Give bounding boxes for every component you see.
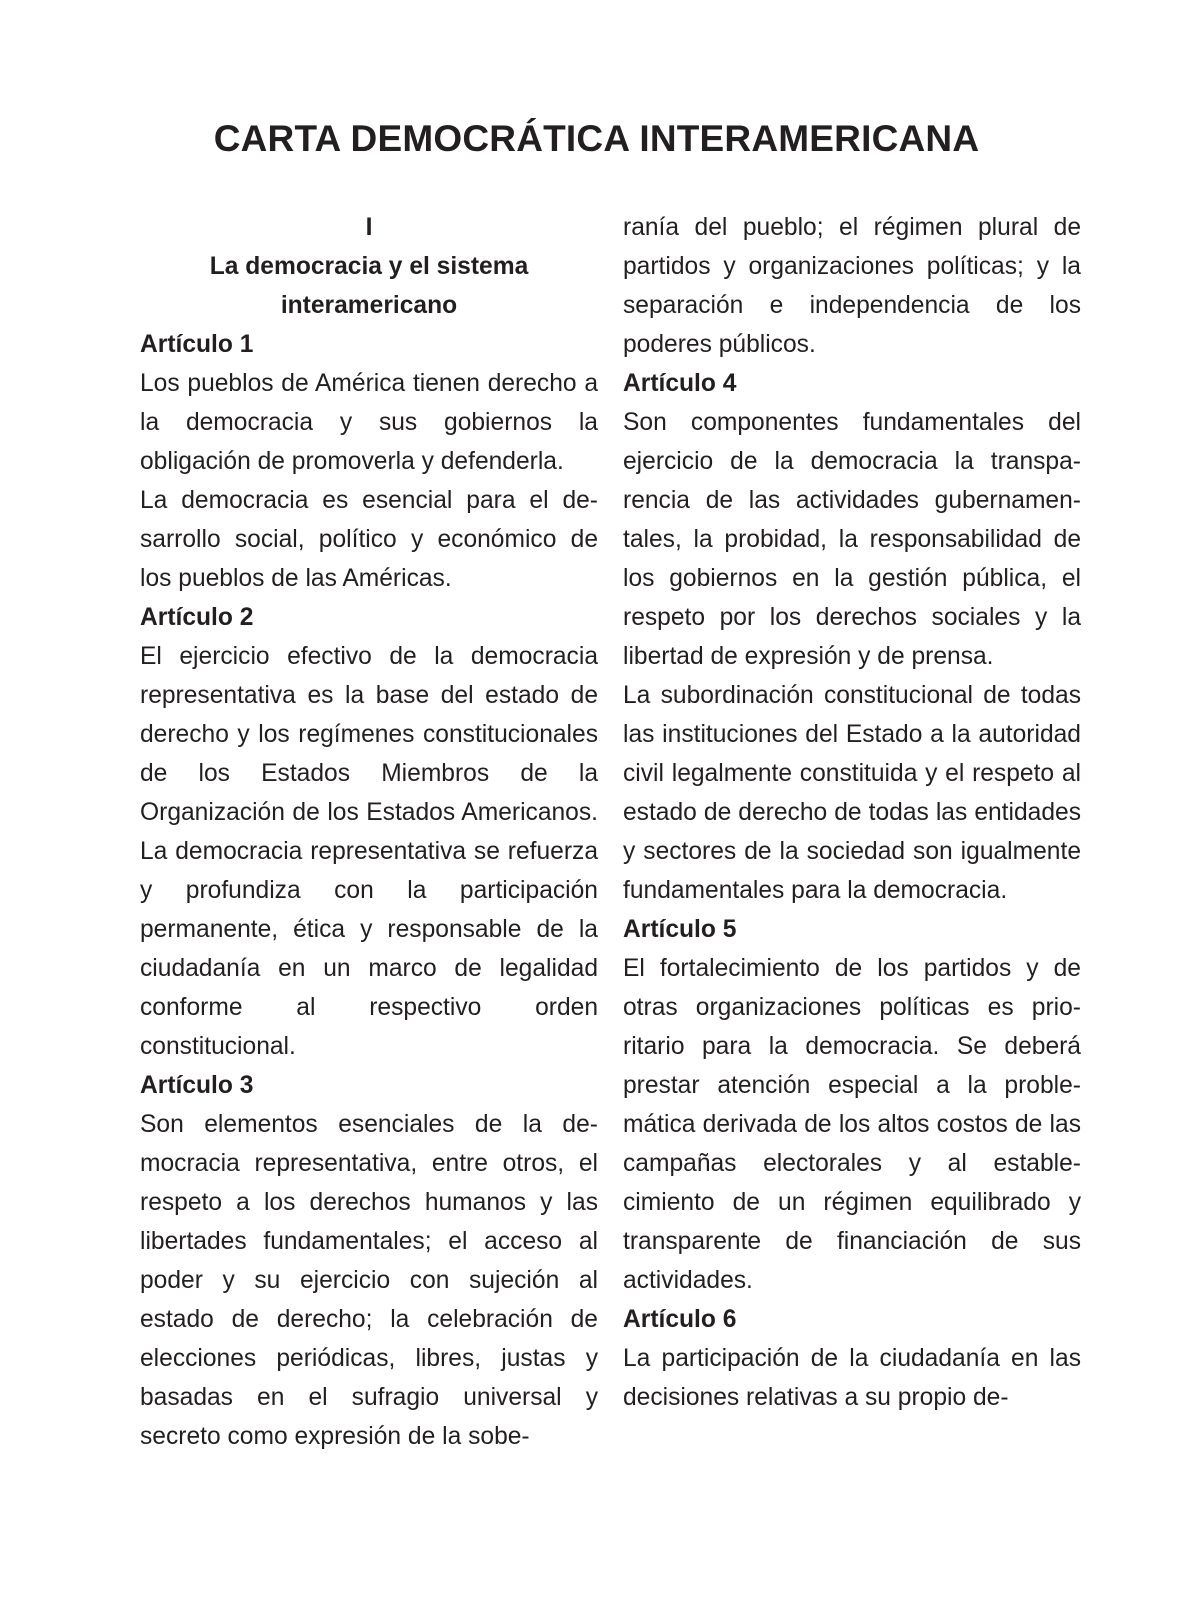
chapter-title-line1: La democracia y el sistema xyxy=(209,253,529,280)
article-3-heading: Artículo 3 xyxy=(140,1072,254,1099)
right-column xyxy=(623,208,1081,1417)
chapter-number: I xyxy=(365,214,373,241)
article-4-heading: Artículo 4 xyxy=(623,370,737,397)
article-1-paragraph-1: Los pueblos de América tienen derecho a la democracia y sus gobiernos la obligación de promoverla y defenderla. xyxy=(140,370,598,475)
article-6-paragraph-1-partial: La participación de la ciudadanía en las decisiones relativas a su propio de- xyxy=(623,1345,1081,1411)
chapter-title-line2: interamericano xyxy=(280,292,458,319)
left-column xyxy=(140,208,598,1456)
article-3-paragraph-1-part-2: ranía del pueblo; el régimen plural de partidos y organizaciones políticas; y la separación e independencia de los poderes públicos. xyxy=(623,214,1081,358)
article-1-heading: Artículo 1 xyxy=(140,331,254,358)
article-4-paragraph-1: Son componentes fundamentales del ejercicio de la democracia la transparencia de las actividades gubernamentales, la probidad, la responsabilidad de los gobiernos en la gestión pública, el respeto por los derechos sociales y la libertad de expresión y de prensa. xyxy=(623,409,1081,670)
article-4-paragraph-2: La subordinación constitucional de todas las instituciones del Estado a la autoridad civil legalmente constituida y el respeto al estado de derecho de todas las entidades y sectores de la sociedad son igualmente fundamentales para la democracia. xyxy=(623,682,1081,904)
document-title: CARTA DEMOCRÁTICA INTERAMERICANA xyxy=(213,118,980,159)
article-2-heading: Artículo 2 xyxy=(140,604,254,631)
article-5-heading: Artículo 5 xyxy=(623,916,737,943)
article-6-heading: Artículo 6 xyxy=(623,1306,737,1333)
article-2-paragraph-1: El ejercicio efectivo de la democracia representativa es la base del estado de derecho y los regímenes constitucionales de los Estados Miembros de la Organización de los Estados Americanos. La democracia representativa se refuerza y profundiza con la participación permanente, ética y responsable de la ciudadanía en un marco de legalidad conforme al respectivo orden constitucional. xyxy=(140,643,598,1060)
article-5-paragraph-1: El fortalecimiento de los partidos y de otras organizaciones políticas es prioritario para la democracia. Se deberá prestar atención especial a la problemática derivada de los altos costos de las campañas electorales y al establecimiento de un régimen equilibrado y transparente de financiación de sus actividades. xyxy=(623,955,1081,1294)
article-3-paragraph-1-part-1: Son elementos esenciales de la democracia representativa, entre otros, el respeto a los derechos humanos y las libertades fundamentales; el acceso al poder y su ejercicio con sujeción al estado de derecho; la celebración de elecciones periódicas, libres, justas y basadas en el sufragio universal y secreto como expresión de la sobe- xyxy=(140,1111,598,1450)
article-1-paragraph-2: La democracia es esencial para el desarrollo social, político y económico de los pueblos de las Américas. xyxy=(140,487,598,592)
